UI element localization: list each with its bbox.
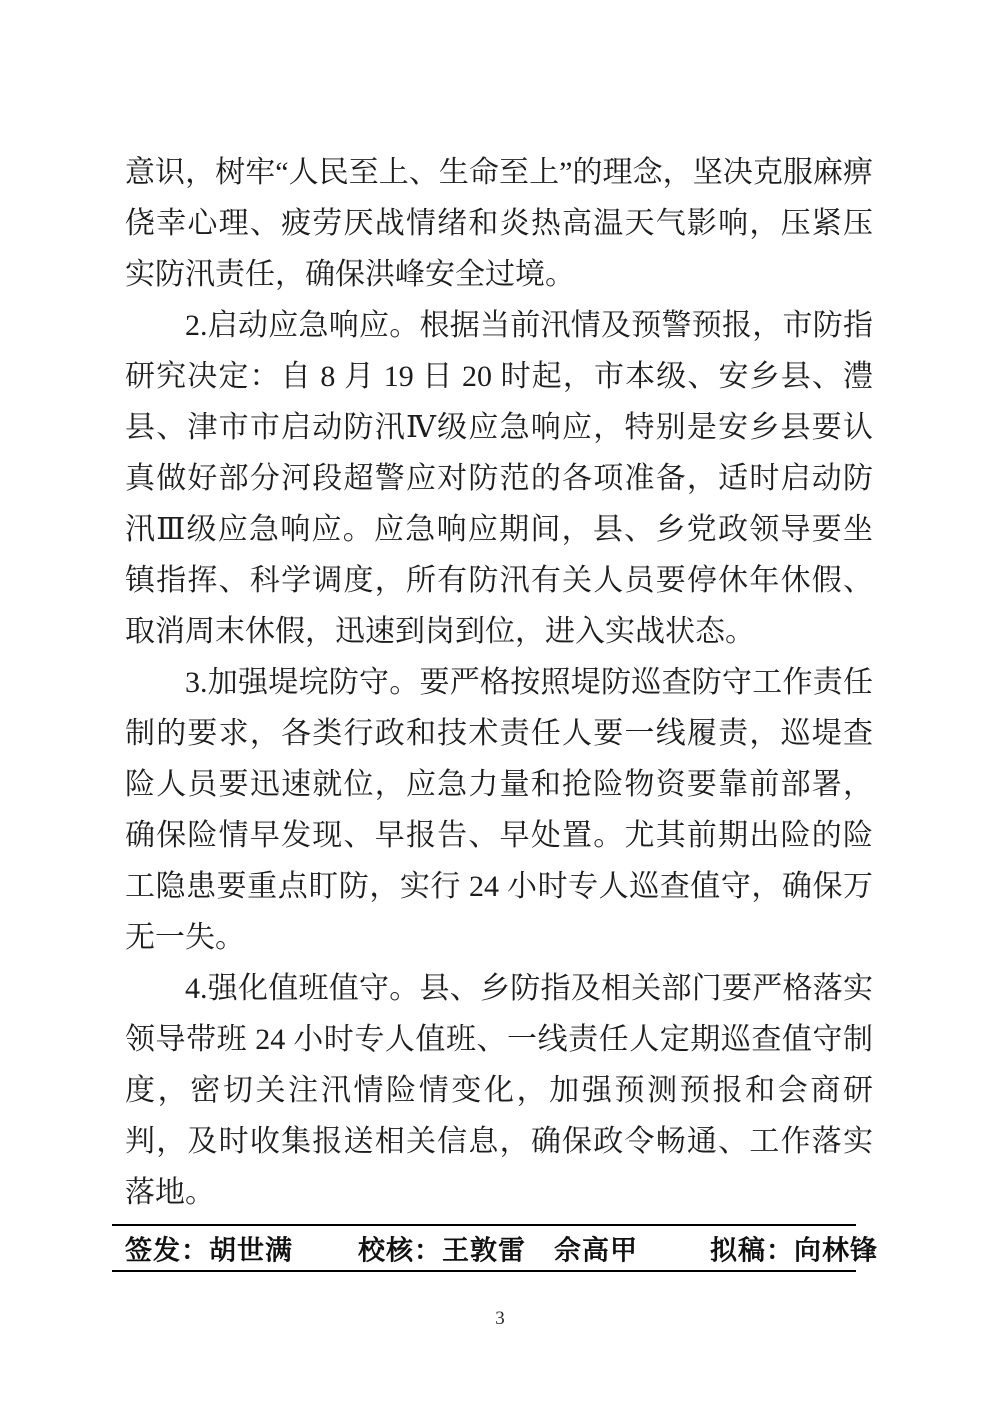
page-number: 3 [495,1308,505,1329]
paragraph-continuation: 意识，树牢“人民至上、生命至上”的理念，坚决克服麻痹侥幸心理、疲劳厌战情绪和炎热高温天气影响，压紧压实防汛责任，确保洪峰安全过境。 [125,156,873,291]
paragraph-item-4-duty-watch: 4.强化值班值守。县、乡防指及相关部门要严格落实领导带班 24 小时专人值班、一线责任人定期巡查值守制度，密切关注汛情险情变化，加强预测预报和会商研判，及时收集报送相关信息，确保政令畅通、工作落实落地。 [125,972,873,1209]
reviewer-field: 校核：王敦雷 佘高甲 [358,1235,638,1266]
drafter-field: 拟稿：向林锋 [710,1235,878,1266]
document-body [125,147,873,1218]
paragraph-item-3-dike-defense: 3.加强堤垸防守。要严格按照堤防巡查防守工作责任制的要求，各类行政和技术责任人要一线履责，巡堤查险人员要迅速就位，应急力量和抢险物资要靠前部署，确保险情早发现、早报告、早处置。尤其前期出险的险工隐患要重点盯防，实行 24 小时专人巡查值守，确保万无一失。 [125,666,873,954]
paragraph-item-2-emergency-response: 2.启动应急响应。根据当前汛情及预警预报，市防指研究决定：自 8 月 19 日 20 时起，市本级、安乡县、澧县、津市市启动防汛Ⅳ级应急响应，特别是安乡县要认真做好部分河段超警应对防范的各项准备，适时启动防汛Ⅲ级应急响应。应急响应期间，县、乡党政领导要坐镇指挥、科学调度，所有防汛有关人员要停休年休假、取消周末休假，迅速到岗到位，进入实战状态。 [125,309,873,648]
issuer-field: 签发：胡世满 [125,1235,293,1266]
colophon [112,1224,878,1272]
